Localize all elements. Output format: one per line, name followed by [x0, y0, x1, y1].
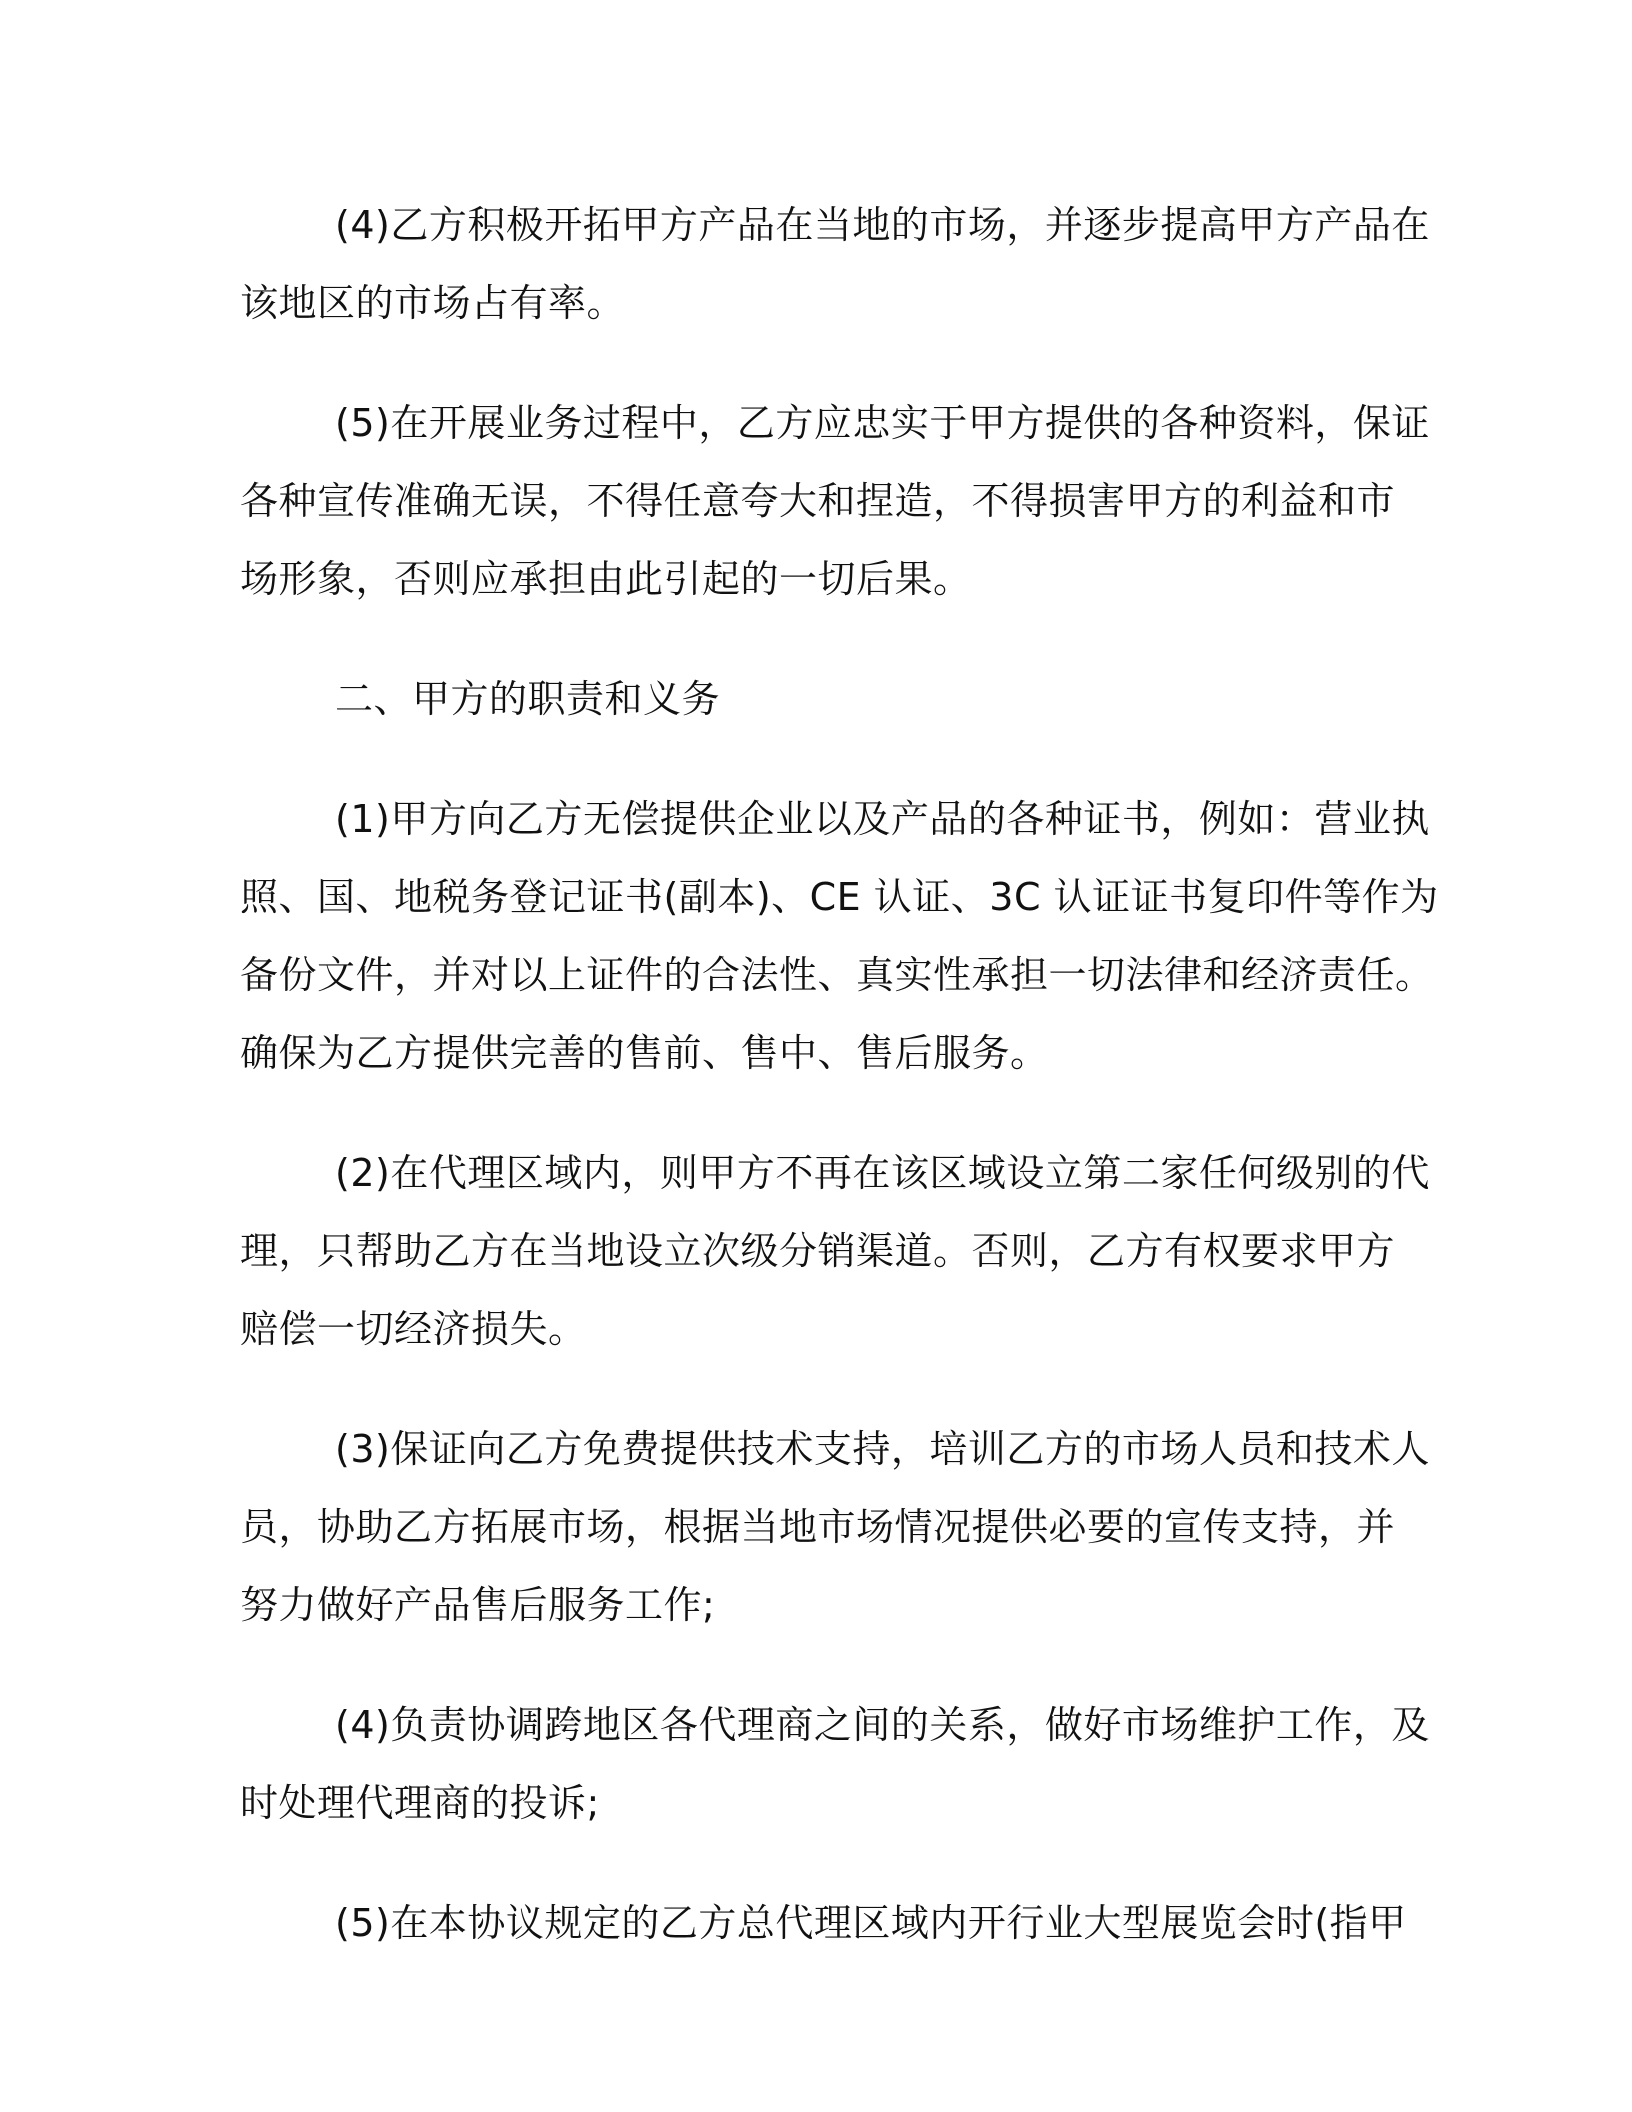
clause-a5 — [240, 1884, 1407, 1962]
text-line: 照、国、地税务登记证书(副本)、CE 认证、3C 认证证书复印件等作为 — [240, 875, 1439, 919]
text-line: 确保为乙方提供完善的售前、售中、售后服务。 — [240, 1031, 1049, 1075]
text-line: 备份文件，并对以上证件的合法性、真实性承担一切法律和经济责任。 — [240, 953, 1434, 997]
text-line: 努力做好产品售后服务工作; — [240, 1583, 716, 1627]
clause-b4 — [240, 186, 1430, 342]
section-title: 二、甲方的职责和义务 — [335, 677, 721, 721]
text-line: (3)保证向乙方免费提供技术支持，培训乙方的市场人员和技术人 — [335, 1427, 1430, 1471]
text-line: 时处理代理商的投诉; — [240, 1781, 600, 1825]
clause-a3 — [240, 1410, 1430, 1644]
clause-b5 — [240, 384, 1430, 618]
section-heading — [240, 660, 1400, 738]
clause-a4 — [240, 1686, 1430, 1842]
text-line: (1)甲方向乙方无偿提供企业以及产品的各种证书，例如：营业执 — [335, 797, 1430, 841]
text-line: (4)乙方积极开拓甲方产品在当地的市场，并逐步提高甲方产品在 — [335, 203, 1430, 247]
text-line: (2)在代理区域内，则甲方不再在该区域设立第二家任何级别的代 — [335, 1151, 1430, 1195]
document-page — [240, 186, 1439, 2004]
text-line: (5)在本协议规定的乙方总代理区域内开行业大型展览会时(指甲 — [335, 1901, 1407, 1945]
text-line: 各种宣传准确无误，不得任意夸大和捏造，不得损害甲方的利益和市 — [240, 479, 1396, 523]
text-line: 赔偿一切经济损失。 — [240, 1307, 587, 1351]
text-line: 理，只帮助乙方在当地设立次级分销渠道。否则，乙方有权要求甲方 — [240, 1229, 1396, 1273]
text-line: 该地区的市场占有率。 — [240, 281, 626, 325]
text-line: (4)负责协调跨地区各代理商之间的关系，做好市场维护工作，及 — [335, 1703, 1430, 1747]
text-line: 员，协助乙方拓展市场，根据当地市场情况提供必要的宣传支持，并 — [240, 1505, 1396, 1549]
clause-a1 — [240, 780, 1439, 1092]
clause-a2 — [240, 1134, 1430, 1368]
text-line: (5)在开展业务过程中，乙方应忠实于甲方提供的各种资料，保证 — [335, 401, 1430, 445]
text-line: 场形象，否则应承担由此引起的一切后果。 — [240, 557, 972, 601]
